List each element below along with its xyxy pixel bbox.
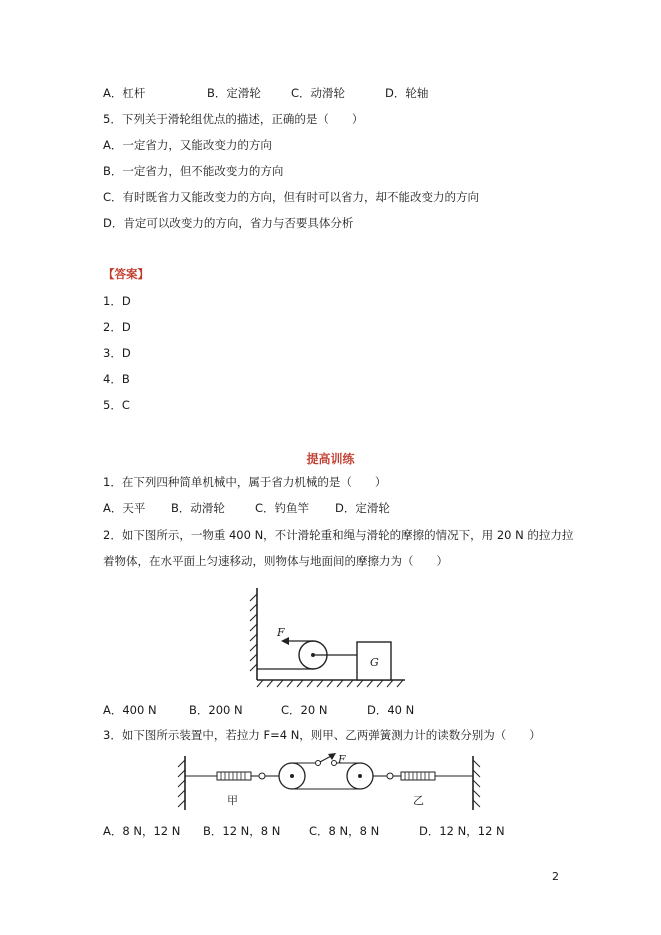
t3-right-label: 乙	[413, 794, 424, 807]
t2-option-c: C．20 N	[281, 703, 328, 717]
t3-option-d: D．12 N，12 N	[419, 824, 505, 838]
t2-option-d: D．40 N	[367, 703, 415, 717]
t3-option-a: A．8 N，12 N	[103, 824, 181, 838]
t3-option-b: B．12 N，8 N	[203, 824, 281, 838]
q5-option-d: D．肯定可以改变力的方向，省力与否要具体分析	[103, 216, 354, 230]
t1-option-c: C．钓鱼竿	[255, 501, 310, 515]
q5-option-a: A．一定省力，又能改变力的方向	[103, 138, 272, 152]
t2-option-a: A．400 N	[103, 703, 157, 717]
t1-option-a: A．天平	[103, 501, 146, 515]
t1-stem: 1．在下列四种简单机械中，属于省力机械的是（ ）	[103, 475, 387, 489]
t3-stem: 3．如下图所示装置中，若拉力 F=4 N，则甲、乙两弹簧测力计的读数分别为（ ）	[103, 728, 541, 742]
q5-option-b: B．一定省力，但不能改变力的方向	[103, 164, 284, 178]
section-title: 提高训练	[306, 452, 355, 466]
t2-force-label: F	[277, 626, 285, 639]
q4-option-a: A．杠杆	[103, 86, 146, 100]
t2-pulley-figure	[245, 580, 410, 692]
t1-option-d: D．定滑轮	[335, 501, 390, 515]
t3-left-label: 甲	[227, 794, 238, 807]
t3-spring-scale-figure	[175, 752, 485, 816]
t2-option-b: B．200 N	[189, 703, 243, 717]
t3-option-c: C．8 N，8 N	[309, 824, 380, 838]
answer-heading: 【答案】	[103, 267, 149, 281]
answer-item: 4．B	[103, 372, 130, 386]
t3-force-label: F	[338, 753, 346, 766]
t3-options	[103, 823, 505, 839]
q4-options	[103, 85, 428, 101]
q5-option-c: C．有时既省力又能改变力的方向，但有时可以省力，却不能改变力的方向	[103, 190, 480, 204]
answer-item: 3．D	[103, 346, 131, 360]
t2-stem-line2: 着物体，在水平面上匀速移动，则物体与地面间的摩擦力为（ ）	[103, 554, 448, 568]
t1-options	[103, 500, 390, 516]
page-number: 2	[552, 870, 559, 883]
q5-stem: 5．下列关于滑轮组优点的描述，正确的是（ ）	[103, 112, 364, 126]
t2-stem-line1: 2．如下图所示，一物重 400 N，不计滑轮重和绳与滑轮的摩擦的情况下，用 20 N 的拉力拉	[103, 528, 574, 542]
answer-item: 2．D	[103, 320, 131, 334]
t2-options	[103, 702, 414, 718]
answer-item: 1．D	[103, 294, 131, 308]
answer-item: 5．C	[103, 398, 130, 412]
q4-option-b: B．定滑轮	[207, 86, 261, 100]
q4-option-d: D．轮轴	[385, 86, 429, 100]
q4-option-c: C．动滑轮	[291, 86, 346, 100]
t2-block-label: G	[370, 656, 379, 669]
t1-option-b: B．动滑轮	[171, 501, 225, 515]
